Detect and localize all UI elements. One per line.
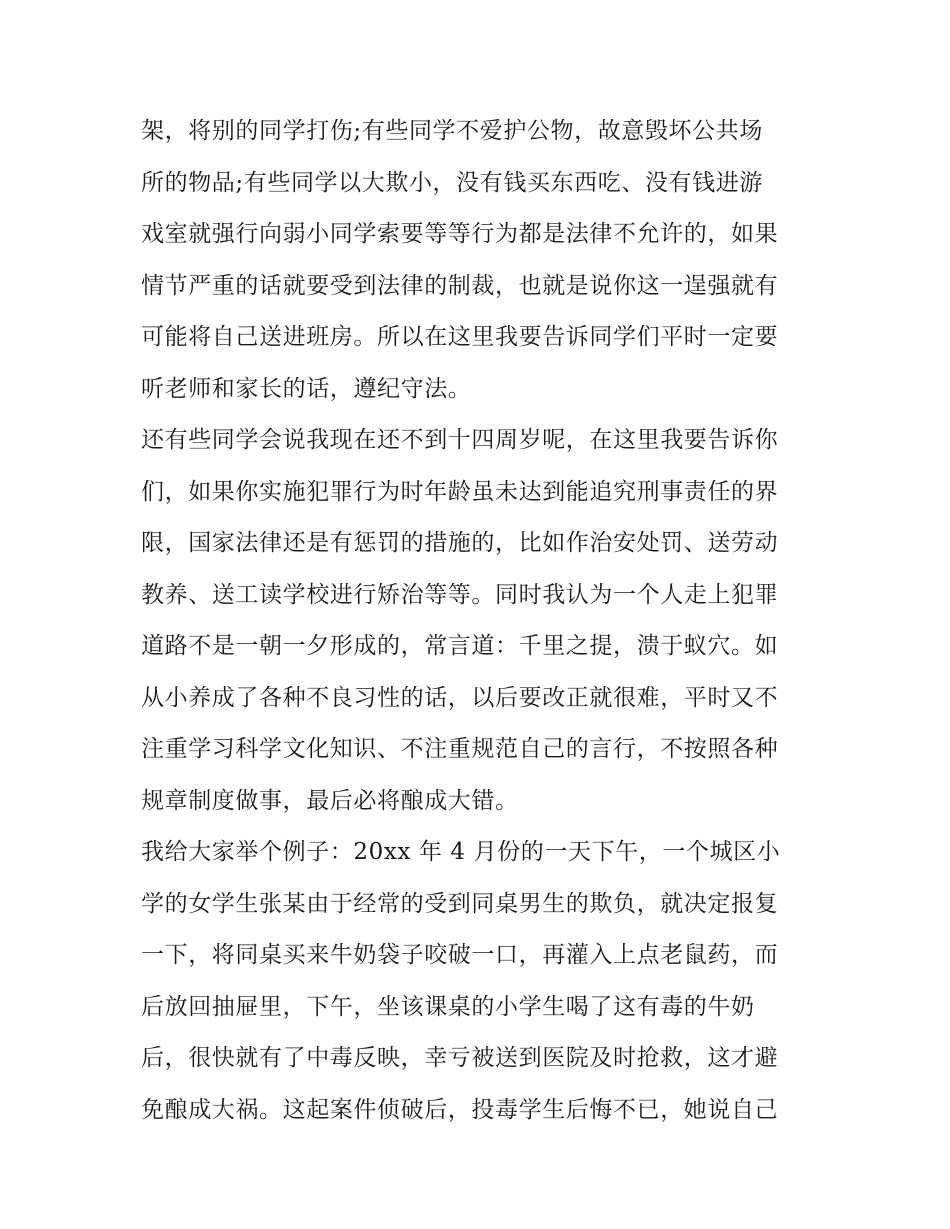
text-line: 所的物品;有些同学以大欺小，没有钱买东西吃、没有钱进游 <box>141 169 763 196</box>
text-line: 们，如果你实施犯罪行为时年龄虽未达到能追究刑事责任的界 <box>141 478 779 505</box>
text-line: 道路不是一朝一夕形成的，常言道：千里之提，溃于蚁穴。如 <box>141 633 779 659</box>
text-line: 我给大家举个例子：20xx 年 4 月份的一天下午，一个城区小 <box>141 839 781 865</box>
text-line: 戏室就强行向弱小同学索要等等行为都是法律不允许的，如果 <box>141 221 779 247</box>
text-line: 可能将自己送进班房。所以在这里我要告诉同学们平时一定要 <box>141 324 779 350</box>
text-line: 后，很快就有了中毒反映，幸亏被送到医院及时抢救，这才避 <box>141 1045 779 1071</box>
body-text <box>141 106 821 1136</box>
text-line: 从小养成了各种不良习性的话，以后要改正就很难，平时又不 <box>141 684 779 711</box>
text-line: 免酿成大祸。这起案件侦破后，投毒学生后悔不已，她说自己 <box>141 1096 779 1123</box>
text-line: 限，国家法律还是有惩罚的措施的，比如作治安处罚、送劳动 <box>141 530 779 556</box>
text-line: 学的女学生张某由于经常的受到同桌男生的欺负，就决定报复 <box>141 890 779 917</box>
text-line: 规章制度做事，最后必将酿成大错。 <box>141 787 519 814</box>
text-line: 教养、送工读学校进行矫治等等。同时我认为一个人走上犯罪 <box>141 581 779 608</box>
text-line: 架，将别的同学打伤;有些同学不爱护公物，故意毁坏公共场 <box>141 118 763 144</box>
text-line: 情节严重的话就要受到法律的制裁，也就是说你这一逞强就有 <box>141 272 779 299</box>
text-line: 一下，将同桌买来牛奶袋子咬破一口，再灌入上点老鼠药，而 <box>141 942 779 968</box>
text-line: 注重学习科学文化知识、不注重规范自己的言行，不按照各种 <box>141 736 779 762</box>
text-line: 后放回抽屉里，下午，坐该课桌的小学生喝了这有毒的牛奶 <box>141 993 755 1020</box>
text-line: 还有些同学会说我现在还不到十四周岁呢，在这里我要告诉你 <box>141 427 779 453</box>
text-line: 听老师和家长的话，遵纪守法。 <box>141 375 472 402</box>
